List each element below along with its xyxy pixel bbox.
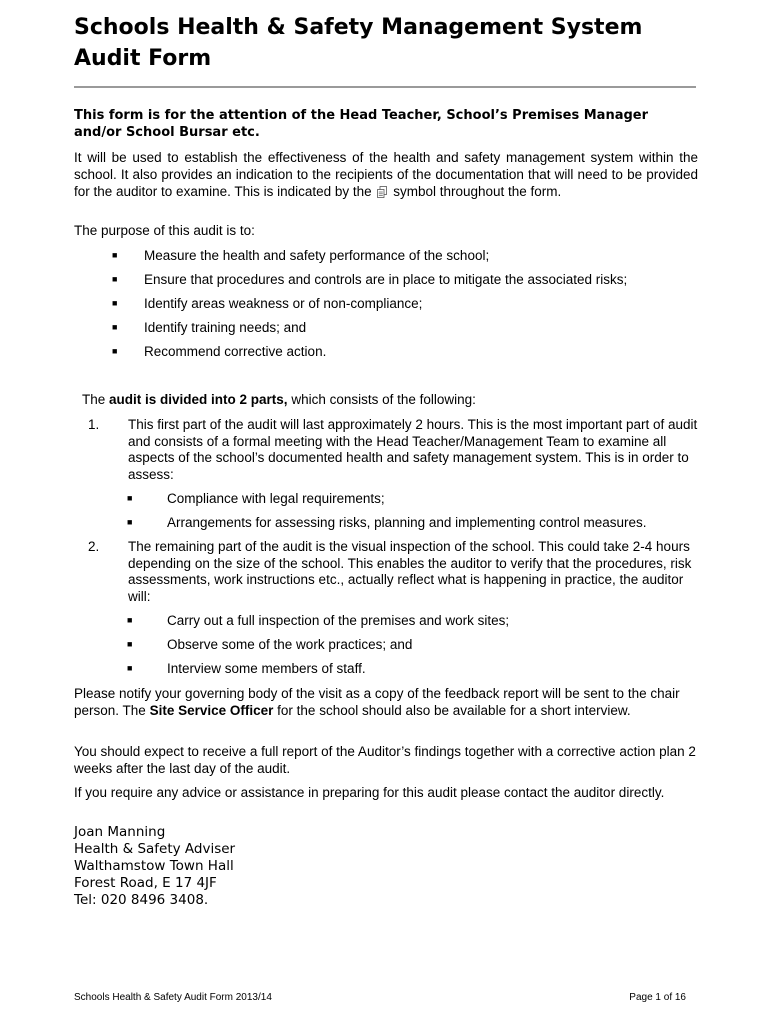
- page-number: Page 1 of 16: [629, 992, 686, 1003]
- part-one-list: [127, 490, 707, 538]
- bullet-icon: ■: [112, 250, 118, 260]
- part-two-list: [127, 612, 707, 684]
- advice-paragraph: If you require any advice or assistance in preparing for this audit please contact the auditor directly.: [74, 785, 665, 800]
- list-item: ■ Measure the health and safety performance of the school;: [112, 248, 490, 263]
- notify-paragraph: Please notify your governing body of the visit as a copy of the feedback report will be sent to the chair person. The Site Service Officer for the school should also be available for a short interview.: [74, 686, 680, 718]
- list-item: ■ Recommend corrective action.: [112, 344, 327, 359]
- bullet-icon: ■: [112, 274, 118, 284]
- bullet-icon: ■: [127, 615, 133, 625]
- bullet-icon: ■: [127, 663, 133, 673]
- purpose-heading: The purpose of this audit is to:: [74, 223, 255, 238]
- signatory-name: Joan Manning: [74, 824, 166, 840]
- part-one-item: 1. This first part of the audit will last approximately 2 hours. This is the most important part of audit and consists of a formal meeting with the Head Teacher/Management Team to examine all aspects of the school’s documented health and safety management system. This is in order to assess:: [88, 417, 698, 482]
- bullet-icon: ■: [127, 493, 133, 503]
- bullet-icon: ■: [127, 639, 133, 649]
- bullet-icon: ■: [112, 346, 118, 356]
- list-item: ■ Identify areas weakness or of non-compliance;: [112, 296, 423, 311]
- report-paragraph: You should expect to receive a full report of the Auditor’s findings together with a corrective action plan 2 weeks after the last day of the audit.: [74, 744, 696, 776]
- title-divider: [74, 86, 696, 88]
- bullet-icon: ■: [112, 298, 118, 308]
- parts-intro: The audit is divided into 2 parts, which consists of the following:: [82, 392, 476, 407]
- list-item: ■ Ensure that procedures and controls are in place to mitigate the associated risks;: [112, 272, 628, 287]
- list-item: ■ Arrangements for assessing risks, planning and implementing control measures.: [127, 515, 647, 530]
- bullet-icon: ■: [127, 517, 133, 527]
- intro-paragraph: It will be used to establish the effectiveness of the health and safety management system within the school. It also provides an indication to the recipients of the documentation that will need to be provided for the auditor to examine. This is indicated by the symbol throughout the form.: [74, 150, 698, 199]
- signatory-role: Health & Safety Adviser: [74, 841, 236, 857]
- attention-notice: This form is for the attention of the Head Teacher, School’s Premises Manager and/or School Bursar etc.: [74, 108, 649, 140]
- list-item: ■ Compliance with legal requirements;: [127, 491, 385, 506]
- document-icon: [377, 186, 387, 198]
- purpose-list: [112, 247, 702, 367]
- list-item: ■ Observe some of the work practices; and: [127, 637, 413, 652]
- part-two-item: 2. The remaining part of the audit is the visual inspection of the school. This could take 2-4 hours depending on the size of the school. This enables the auditor to verify that the procedures, risk assessments, work instructions etc., actually reflect what is happening in practice, the auditor will:: [88, 539, 692, 604]
- signatory-phone: Tel: 020 8496 3408.: [74, 892, 209, 908]
- signatory-address: Forest Road, E 17 4JF: [74, 875, 217, 891]
- list-item: ■ Interview some members of staff.: [127, 661, 366, 676]
- signature-block: [74, 824, 235, 909]
- page-title: Schools Health & Safety Management System Audit Form: [74, 15, 643, 71]
- bullet-icon: ■: [112, 322, 118, 332]
- signatory-place: Walthamstow Town Hall: [74, 858, 234, 874]
- footer-title: Schools Health & Safety Audit Form 2013/14: [74, 992, 272, 1003]
- list-item: ■ Identify training needs; and: [112, 320, 307, 335]
- list-item: ■ Carry out a full inspection of the premises and work sites;: [127, 613, 510, 628]
